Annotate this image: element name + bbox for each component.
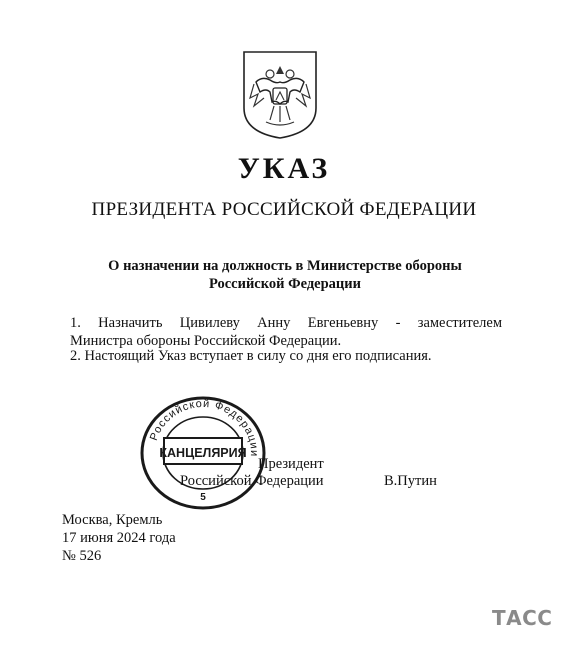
signature-role-line-1: Президент xyxy=(258,456,324,472)
date-text: 17 июня 2024 года xyxy=(62,530,176,546)
decree-subject xyxy=(60,257,510,293)
subject-line-1: О назначении на должность в Министерстве обороны xyxy=(108,258,462,274)
stamp-ring-text: Российской Федерации xyxy=(147,397,261,458)
signature-name: В.Путин xyxy=(384,473,437,489)
chancellery-stamp xyxy=(138,394,268,512)
stamp-number: 5 xyxy=(200,492,206,503)
signature-role-line-2: Российской Федерации xyxy=(180,473,324,489)
item-1-line-1: 1. Назначить Цивилеву Анну Евгеньевну - заместителем xyxy=(70,315,502,331)
item-1-line-2: Министра обороны Российской Федерации. xyxy=(70,333,342,349)
item-2-line-1: 2. Настоящий Указ вступает в силу со дня его подписания. xyxy=(70,348,432,364)
stamp-center-text: КАНЦЕЛЯРИЯ xyxy=(159,446,247,460)
decree-subtitle: ПРЕЗИДЕНТА РОССИЙСКОЙ ФЕДЕРАЦИИ xyxy=(91,199,477,220)
decree-title: УКАЗ xyxy=(237,152,331,185)
state-emblem-icon xyxy=(240,48,320,140)
decree-number: № 526 xyxy=(62,548,102,564)
place-date-block xyxy=(62,511,176,565)
tass-watermark: ТАСС xyxy=(492,606,553,630)
place-text: Москва, Кремль xyxy=(62,512,163,528)
subject-line-2: Российской Федерации xyxy=(208,276,361,292)
